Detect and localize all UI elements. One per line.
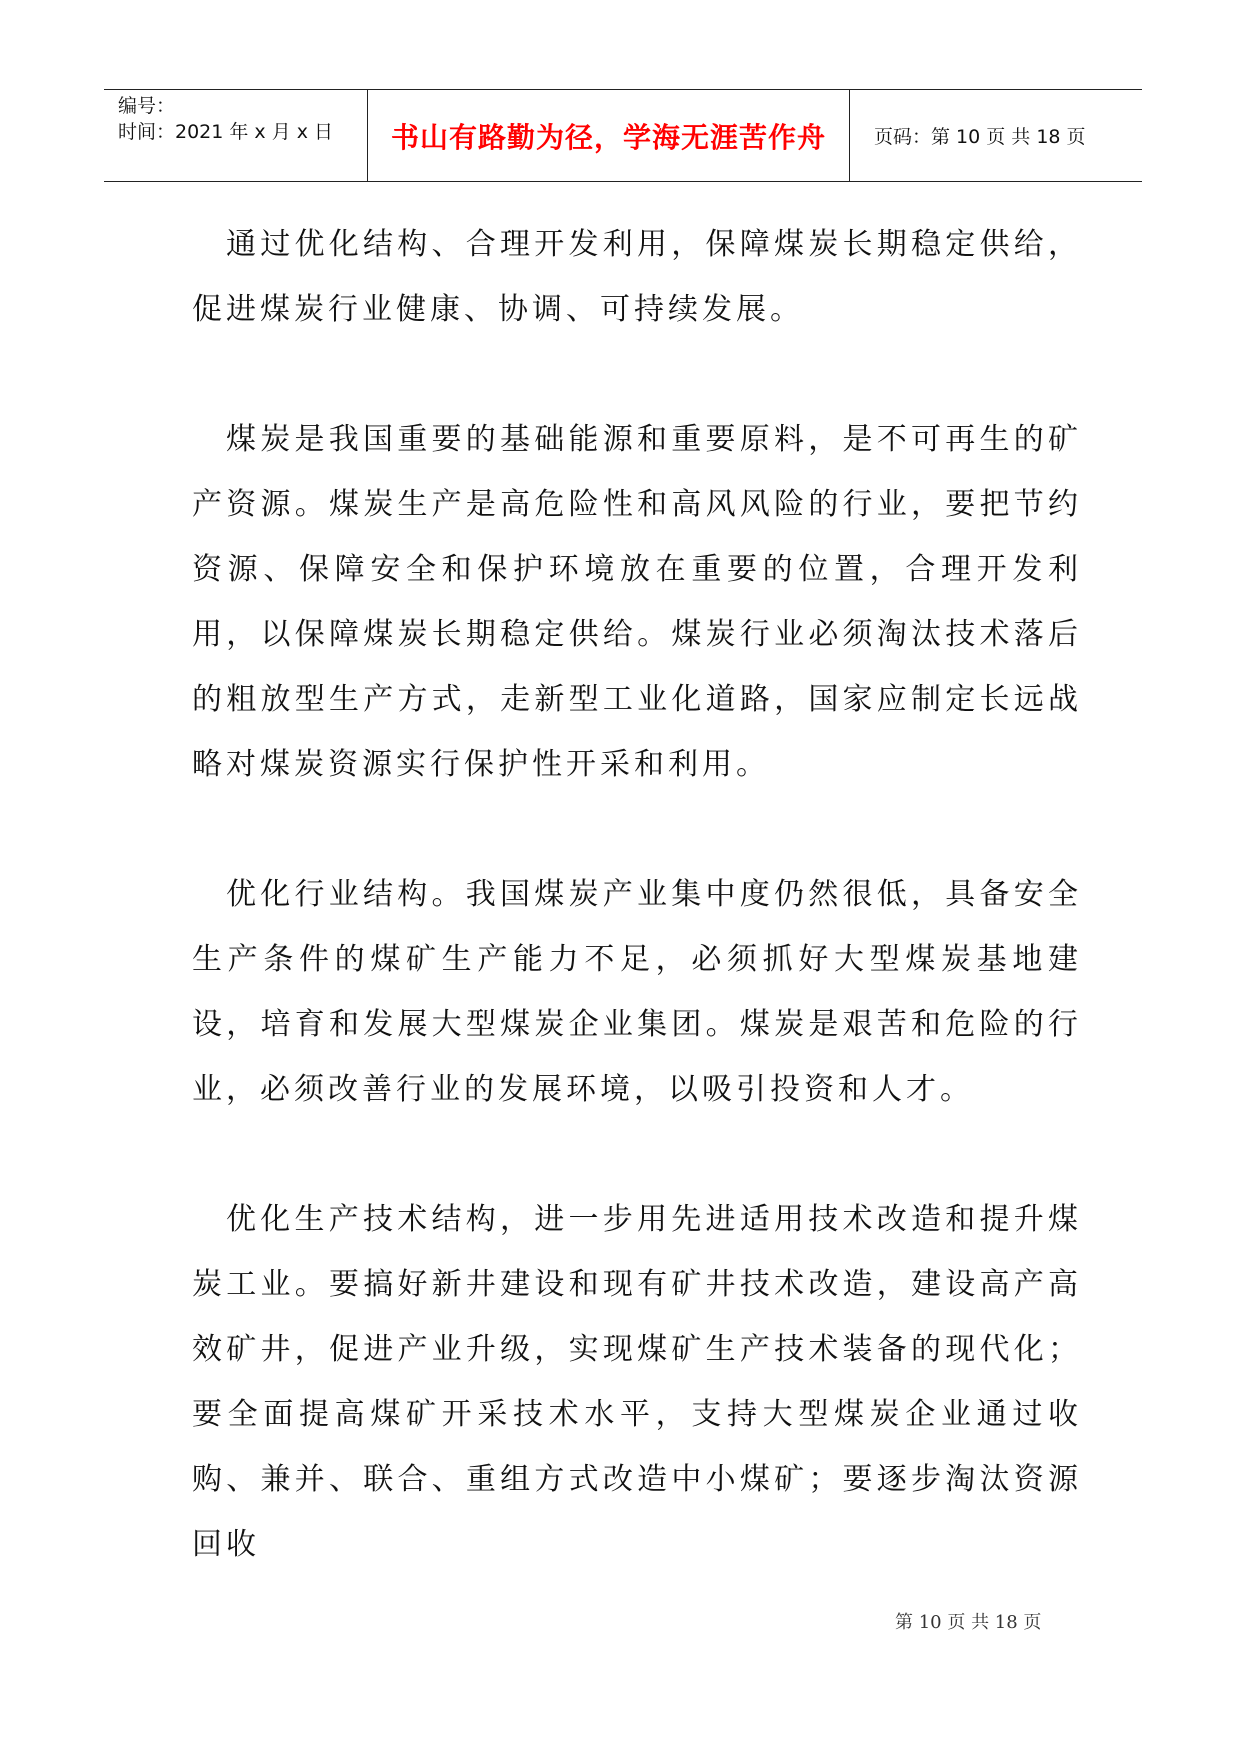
- header-page-info: 页码：第 10 页 共 18 页: [874, 126, 1086, 148]
- paragraph: 煤炭是我国重要的基础能源和重要原料，是不可再生的矿产资源。煤炭生产是高危险性和高风风险的行业，要把节约资源、保障安全和保护环境放在重要的位置，合理开发利用，以保障煤炭长期稳定供给。煤炭行业必须淘汰技术落后的粗放型生产方式，走新型工业化道路，国家应制定长远战略对煤炭资源实行保护性开采和利用。: [192, 422, 1082, 782]
- header-motto-cell: [368, 90, 850, 181]
- header-motto: 书山有路勤为径，学海无涯苦作舟: [390, 120, 826, 154]
- header-number-label: 编号：: [118, 95, 176, 117]
- document-body: [192, 212, 1082, 1577]
- header-page-cell: [850, 90, 1142, 181]
- paragraph: 优化行业结构。我国煤炭产业集中度仍然很低，具备安全生产条件的煤矿生产能力不足，必须抓好大型煤炭基地建设，培育和发展大型煤炭企业集团。煤炭是艰苦和危险的行业，必须改善行业的发展环境，以吸引投资和人才。: [192, 877, 1082, 1107]
- paragraph: 通过优化结构、合理开发利用，保障煤炭长期稳定供给，促进煤炭行业健康、协调、可持续发展。: [192, 227, 1082, 327]
- header-time-label: 时间：2021 年 x 月 x 日: [118, 121, 334, 143]
- document-header: [104, 89, 1142, 182]
- page-footer: 第 10 页 共 18 页: [895, 1612, 1042, 1633]
- header-meta: [104, 90, 368, 181]
- paragraph: 优化生产技术结构，进一步用先进适用技术改造和提升煤炭工业。要搞好新井建设和现有矿井技术改造，建设高产高效矿井，促进产业升级，实现煤矿生产技术装备的现代化；要全面提高煤矿开采技术水平，支持大型煤炭企业通过收购、兼并、联合、重组方式改造中小煤矿；要逐步淘汰资源回收: [192, 1202, 1082, 1562]
